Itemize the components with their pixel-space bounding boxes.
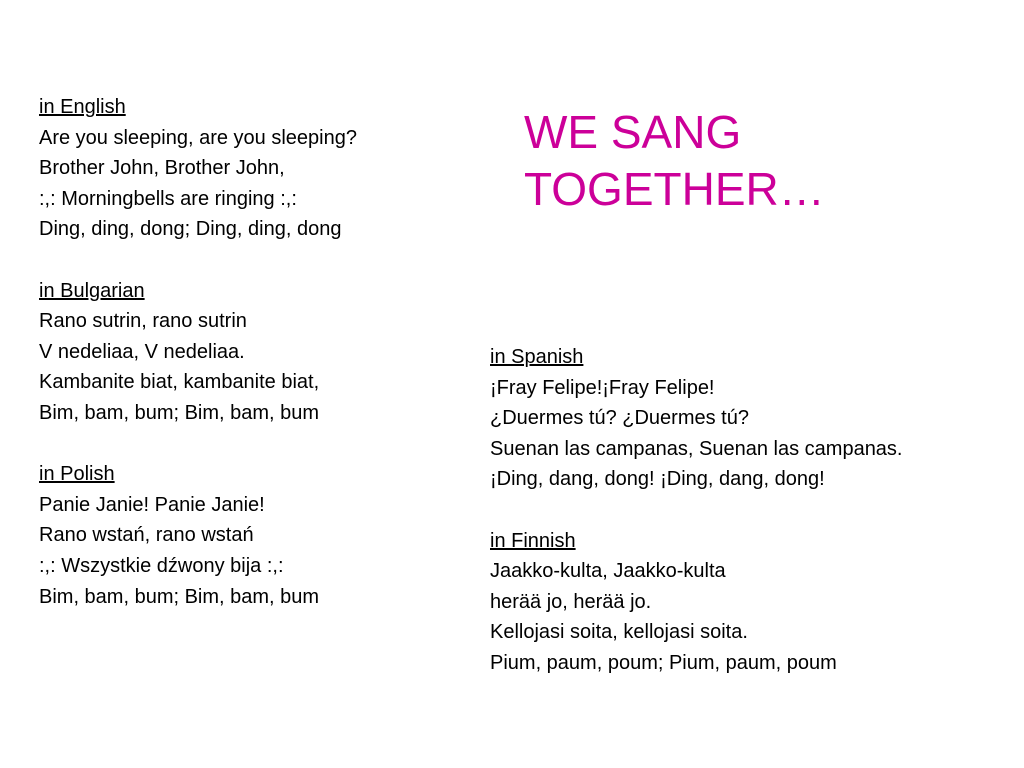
lyric-line: :,: Wszystkie dźwony bija :,: <box>39 554 284 577</box>
lyrics-section-bulgarian <box>39 276 357 429</box>
lyric-line: Brother John, Brother John, <box>39 157 285 180</box>
section-heading-polish: in Polish <box>39 463 115 486</box>
lyric-line: :,: Morningbells are ringing :,: <box>39 187 297 210</box>
lyrics-section-spanish <box>490 342 940 495</box>
slide-title-line-2: TOGETHER… <box>524 163 825 215</box>
lyrics-section-polish <box>39 459 357 612</box>
section-heading-bulgarian: in Bulgarian <box>39 279 145 302</box>
left-lyrics-column <box>39 92 357 612</box>
section-heading-finnish: in Finnish <box>490 529 576 552</box>
lyric-line: ¡Fray Felipe!¡Fray Felipe! <box>490 376 715 399</box>
lyric-line: ¡Ding, dang, dong! ¡Ding, dang, dong! <box>490 468 825 491</box>
lyrics-section-english <box>39 92 357 245</box>
lyric-line: Rano sutrin, rano sutrin <box>39 310 247 333</box>
lyric-line: ¿Duermes tú? ¿Duermes tú? <box>490 407 749 430</box>
section-heading-english: in English <box>39 96 126 118</box>
lyric-line: Ding, ding, dong; Ding, ding, dong <box>39 218 342 241</box>
lyric-line: Jaakko-kulta, Jaakko-kulta <box>490 560 726 583</box>
lyric-line: herää jo, herää jo. <box>490 590 652 613</box>
section-heading-spanish: in Spanish <box>490 346 584 368</box>
lyric-line: Panie Janie! Panie Janie! <box>39 493 265 516</box>
lyric-line: Pium, paum, poum; Pium, paum, poum <box>490 651 837 674</box>
lyrics-section-finnish <box>490 526 940 679</box>
lyric-line: Kellojasi soita, kellojasi soita. <box>490 621 748 644</box>
lyric-line: V nedeliaa, V nedeliaa. <box>39 340 245 363</box>
lyric-line: Suenan las campanas, Suenan las campanas. <box>490 437 903 460</box>
lyric-line: Rano wstań, rano wstań <box>39 524 254 547</box>
lyric-line: Bim, bam, bum; Bim, bam, bum <box>39 401 320 424</box>
lyric-line: Are you sleeping, are you sleeping? <box>39 126 357 149</box>
lyric-line: Bim, bam, bum; Bim, bam, bum <box>39 585 320 608</box>
slide-title <box>524 104 825 218</box>
lyric-line: Kambanite biat, kambanite biat, <box>39 371 320 394</box>
slide-title-line-1: WE SANG <box>524 106 742 158</box>
right-lyrics-column <box>490 342 940 679</box>
